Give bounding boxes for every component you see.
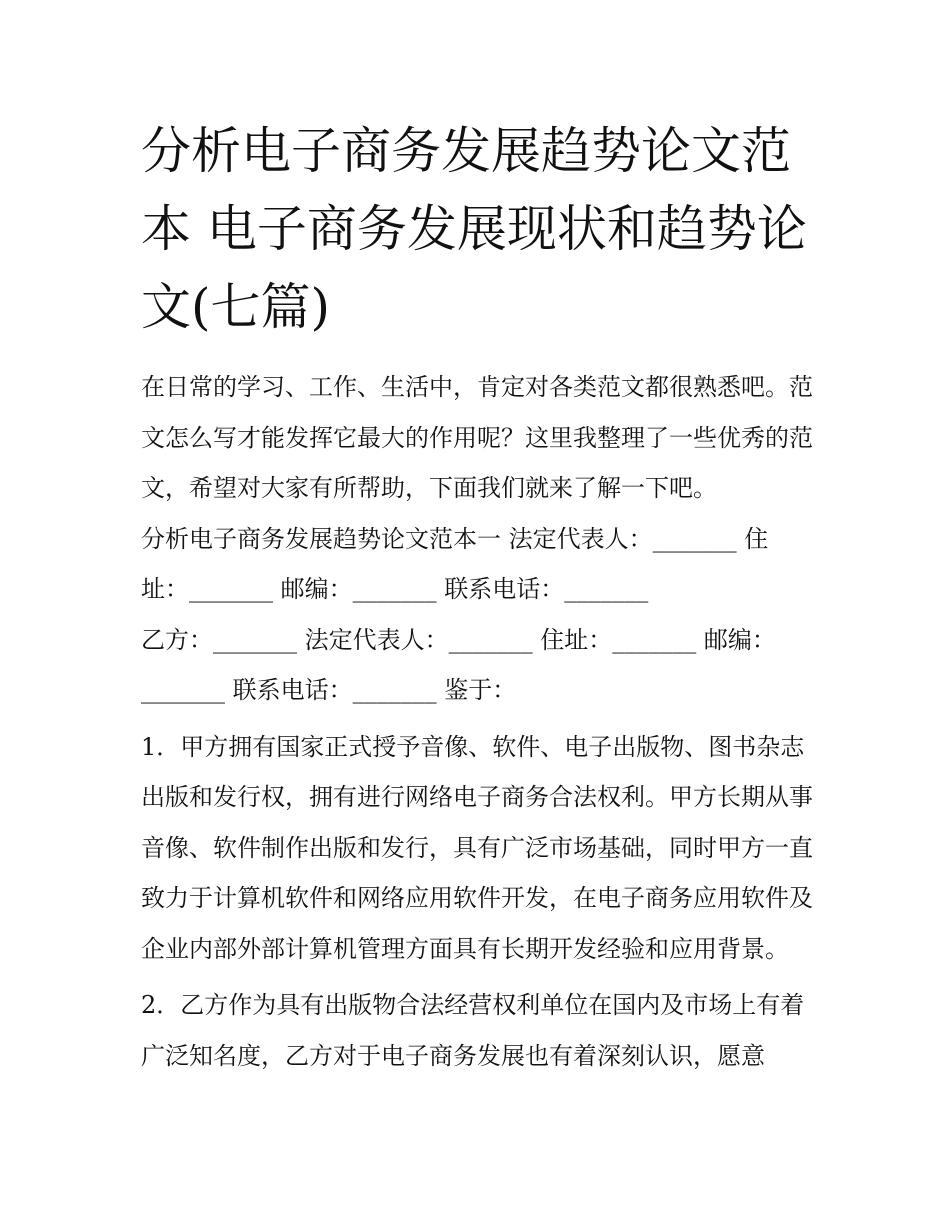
clause-1-paragraph: 1．甲方拥有国家正式授予音像、软件、电子出版物、图书杂志出版和发行权，拥有进行网络电子商务合法权利。甲方长期从事音像、软件制作出版和发行，具有广泛市场基础，同时甲方一直致力于计算机软件和网络应用软件开发，在电子商务应用软件及企业内部外部计算机管理方面具有长期开发经验和应用背景。 — [141, 732, 813, 963]
intro-paragraph: 在日常的学习、工作、生活中，肯定对各类范文都很熟悉吧。范文怎么写才能发挥它最大的作用呢？这里我整理了一些优秀的范文，希望对大家有所帮助，下面我们就来了解一下吧。 — [141, 373, 813, 502]
document-body — [141, 362, 816, 1081]
clause-2-paragraph: 2．乙方作为具有出版物合法经营权利单位在国内及市场上有着广泛知名度，乙方对于电子商务发展也有着深刻认识，愿意 — [141, 991, 805, 1070]
party-a-info-paragraph: 分析电子商务发展趋势论文范本一 法定代表人：_______ 住址：_______ 邮编：_______ 联系电话：_______ — [141, 524, 769, 603]
document-title: 分析电子商务发展趋势论文范本 电子商务发展现状和趋势论文(七篇) — [141, 122, 807, 336]
party-b-info-paragraph: 乙方：_______ 法定代表人：_______ 住址：_______ 邮编：_______ 联系电话：_______ 鉴于： — [141, 625, 776, 704]
document-page — [141, 112, 816, 1081]
